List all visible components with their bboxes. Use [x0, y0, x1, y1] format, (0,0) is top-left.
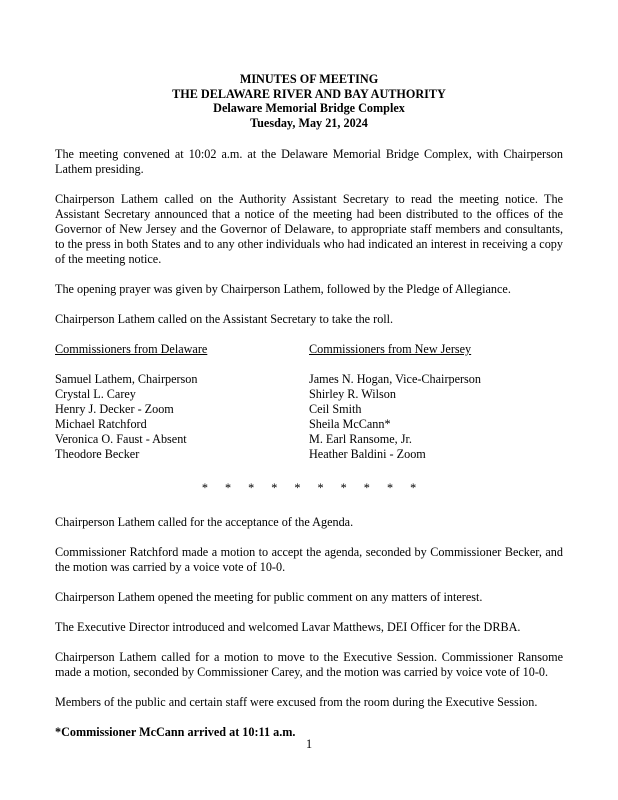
paragraph-prayer: The opening prayer was given by Chairperson Lathem, followed by the Pledge of Allegiance.	[55, 282, 511, 296]
delaware-member: Crystal L. Carey	[55, 387, 136, 401]
arrival-note: *Commissioner McCann arrived at 10:11 a.m.	[55, 725, 296, 739]
section-separator: * * * * * * * * * *	[201, 481, 424, 495]
new-jersey-member: James N. Hogan, Vice-Chairperson	[309, 372, 481, 386]
header-title: MINUTES OF MEETING	[239, 72, 379, 86]
new-jersey-member: Ceil Smith	[309, 402, 362, 416]
page-number: 1	[305, 737, 313, 751]
new-jersey-member: Sheila McCann*	[309, 417, 391, 431]
delaware-member: Theodore Becker	[55, 447, 140, 461]
new-jersey-member: Heather Baldini - Zoom	[309, 447, 426, 461]
document-header	[55, 72, 563, 130]
delaware-commissioners	[55, 342, 309, 462]
header-location: Delaware Memorial Bridge Complex	[213, 101, 405, 115]
new-jersey-heading: Commissioners from New Jersey	[309, 342, 472, 356]
new-jersey-member: Shirley R. Wilson	[309, 387, 396, 401]
delaware-member: Samuel Lathem, Chairperson	[55, 372, 198, 386]
paragraph-excused: Members of the public and certain staff were excused from the room during the Executive Session.	[55, 695, 538, 709]
header-date: Tuesday, May 21, 2024	[250, 115, 368, 130]
paragraph-convened: The meeting convened at 10:02 a.m. at the Delaware Memorial Bridge Complex, with Chairperson Lathem presiding.	[55, 147, 563, 176]
delaware-member: Michael Ratchford	[55, 417, 147, 431]
commissioners-roll	[55, 342, 563, 462]
minutes-document	[55, 72, 563, 755]
paragraph-roll: Chairperson Lathem called on the Assistant Secretary to take the roll.	[55, 312, 394, 326]
delaware-member: Veronica O. Faust - Absent	[55, 432, 187, 446]
delaware-heading: Commissioners from Delaware	[55, 342, 208, 356]
paragraph-agenda: Chairperson Lathem called for the acceptance of the Agenda.	[55, 515, 354, 529]
new-jersey-member: M. Earl Ransome, Jr.	[309, 432, 412, 446]
paragraph-public-comment: Chairperson Lathem opened the meeting for public comment on any matters of interest.	[55, 590, 483, 604]
paragraph-motion-agenda: Commissioner Ratchford made a motion to accept the agenda, seconded by Commissioner Becker, and the motion was carried by a voice vote of 10-0.	[55, 545, 563, 574]
delaware-member: Henry J. Decker - Zoom	[55, 402, 174, 416]
paragraph-notice: Chairperson Lathem called on the Authority Assistant Secretary to read the meeting notice. The Assistant Secretary announced that a notice of the meeting had been distributed to the offices of the Governor of New Jersey and the Governor of Delaware, to appropriate staff members and consultants, to the press in both States and to any other individuals who had indicated an interest in receiving a copy of the meeting notice.	[55, 192, 563, 266]
paragraph-executive-session: Chairperson Lathem called for a motion to move to the Executive Session. Commissioner Ransome made a motion, seconded by Commissioner Carey, and the motion was carried by voice vote of 10-0.	[55, 650, 563, 679]
new-jersey-commissioners	[309, 342, 563, 462]
header-authority: THE DELAWARE RIVER AND BAY AUTHORITY	[172, 86, 446, 101]
paragraph-introduction: The Executive Director introduced and welcomed Lavar Matthews, DEI Officer for the DRBA.	[55, 620, 521, 634]
